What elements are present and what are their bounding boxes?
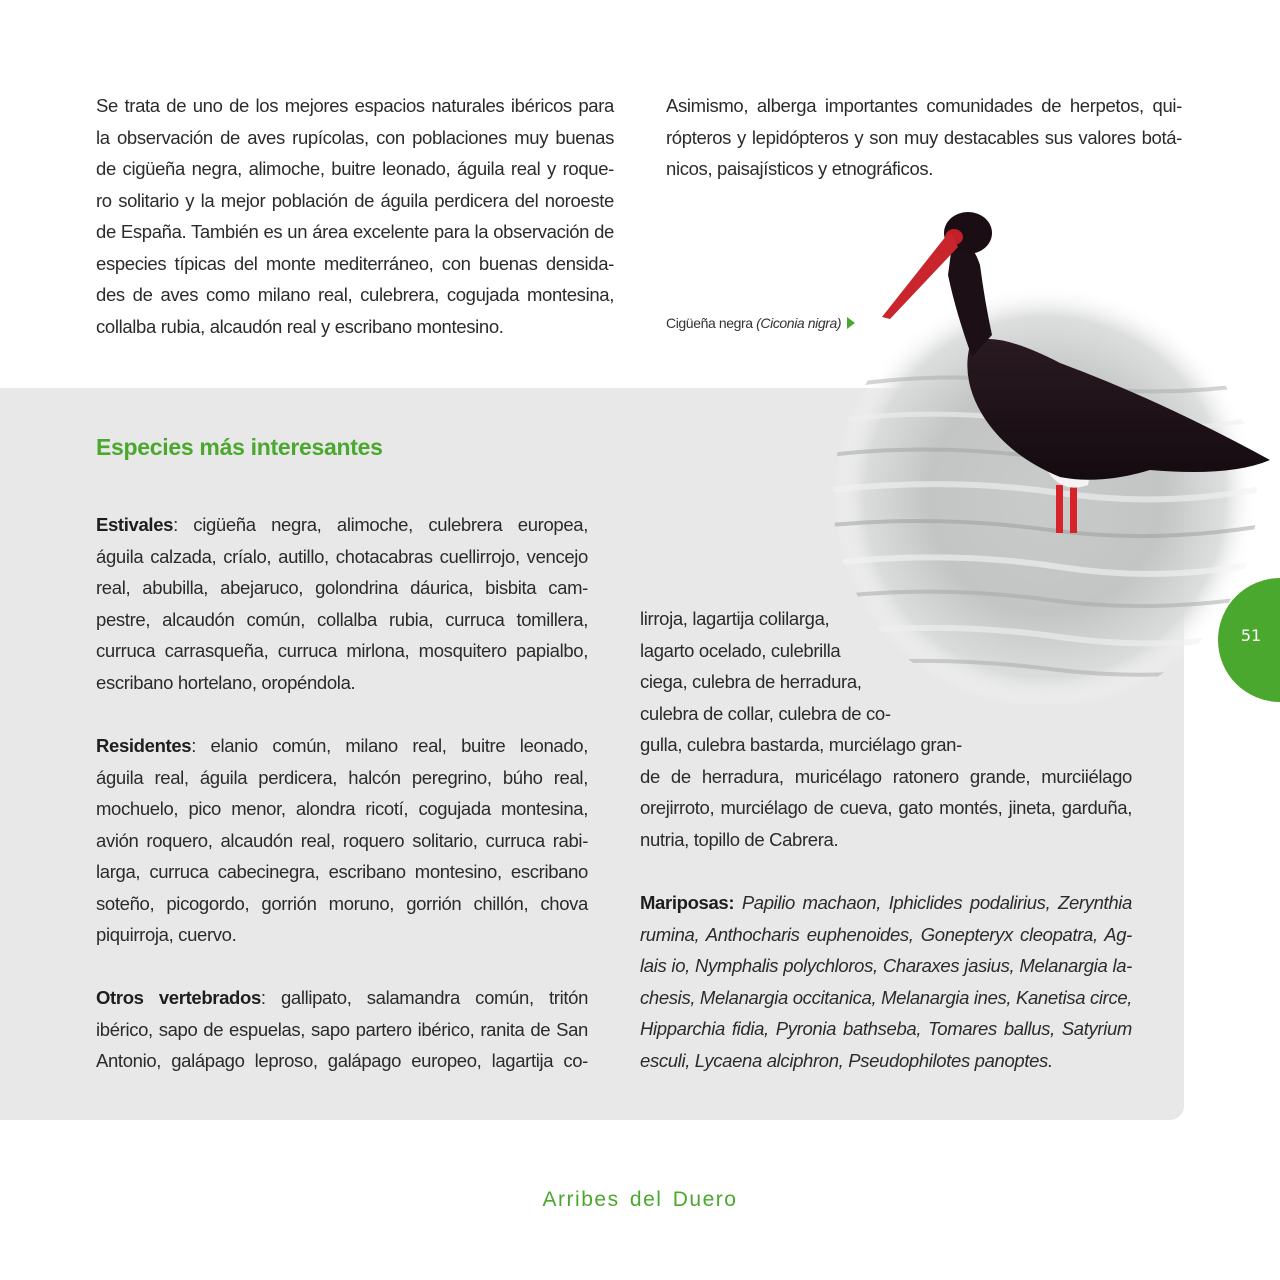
photo-caption xyxy=(666,315,855,331)
text-line: Se trata de uno de los mejores espacios naturales ibéricos para xyxy=(96,95,614,116)
text-line: de España. También es un área excelente para la observación de xyxy=(96,221,614,242)
text-line xyxy=(640,950,1132,982)
text-fragment: rumina, Anthocharis euphenoides, Gonepteryx cleopatra, Ag- xyxy=(640,923,1132,945)
text-fragment: lais io, Nymphalis polychloros, Charaxes jasius, Melanargia la- xyxy=(640,955,1132,976)
otros-vertebrados-paragraph xyxy=(96,982,588,1077)
text-fragment: : cigüeña negra, alimoche, culebrera europea, xyxy=(173,514,588,535)
text-fragment: Hipparchia fidia, Pyronia bathseba, Tomares ballus, Satyrium xyxy=(640,1018,1132,1039)
text-line: avión roquero, alcaudón real, roquero solitario, curruca rabi- xyxy=(96,829,588,851)
mariposas-paragraph xyxy=(640,887,1132,1076)
text-line: rópteros y lepidópteros y son muy destacables sus valores botá- xyxy=(666,126,1182,148)
text-line: lirroja, lagartija colilarga, xyxy=(640,608,830,629)
text-line: soteño, picogordo, gorrión moruno, gorrión chillón, chova xyxy=(96,892,588,914)
text-line: de de herradura, muricélago ratonero grande, murciiélago xyxy=(640,765,1132,787)
text-line: nicos, paisajísticos y etnográficos. xyxy=(666,158,934,179)
text-line: curruca carrasqueña, curruca mirlona, mosquitero papialbo, xyxy=(96,640,588,661)
text-fragment: esculi, Lycaena alciphron, Pseudophilotes panoptes. xyxy=(640,1049,1053,1071)
text-line: gulla, culebra bastarda, murciélago gran- xyxy=(640,734,962,755)
text-line xyxy=(640,982,1132,1014)
text-line xyxy=(96,509,588,541)
text-line: mochuelo, pico menor, alondra ricotí, cogujada montesina, xyxy=(96,798,588,819)
section-title: Especies más interesantes xyxy=(96,434,383,460)
caption-text: Cigüeña negra xyxy=(666,315,757,331)
text-fragment: chesis, Melanargia occitanica, Melanargia ines, Kanetisa circe, xyxy=(640,986,1133,1008)
intro-paragraph-right xyxy=(666,90,1182,185)
text-line: la observación de aves rupícolas, con poblaciones muy buenas xyxy=(96,126,614,148)
text-line: ciega, culebra de herradura, xyxy=(640,671,862,692)
text-line: orejirroto, murciélago de cueva, gato montés, jineta, garduña, xyxy=(640,797,1132,818)
text-line xyxy=(96,982,588,1014)
text-line xyxy=(640,887,1132,919)
text-line: especies típicas del monte mediterráneo, con buenas densida- xyxy=(96,252,614,274)
text-fragment: Papilio machaon, Iphiclides podalirius, Zerynthia xyxy=(734,892,1132,913)
text-line: águila calzada, críalo, autillo, chotacabras cuellirrojo, vencejo xyxy=(96,545,588,567)
text-line: des de aves como milano real, culebrera, cogujada montesina, xyxy=(96,284,614,305)
text-line: de cigüeña negra, alimoche, buitre leonado, águila real y roque- xyxy=(96,158,614,179)
text-line: pestre, alcaudón común, collalba rubia, curruca tomillera, xyxy=(96,608,588,630)
page-number: 51 xyxy=(1240,626,1262,645)
text-line: ibérico, sapo de espuelas, sapo partero ibérico, ranita de San xyxy=(96,1018,588,1040)
text-line: culebra de collar, culebra de co- xyxy=(640,702,891,724)
text-line: águila real, águila perdicera, halcón peregrino, búho real, xyxy=(96,766,588,788)
estivales-paragraph xyxy=(96,509,588,698)
footer-title: Arribes del Duero xyxy=(542,1188,738,1211)
text-line: ro solitario y la mejor población de águila perdicera del noroeste xyxy=(96,189,614,211)
otros-vertebrados-label: Otros vertebrados xyxy=(96,987,261,1008)
text-line: lagarto ocelado, culebrilla xyxy=(640,639,841,661)
text-line: collalba rubia, alcaudón real y escribano montesino. xyxy=(96,315,504,337)
text-line: larga, curruca cabecinegra, escribano montesino, escribano xyxy=(96,861,588,882)
caption-species: (Ciconia nigra) xyxy=(756,315,842,331)
text-line: nutria, topillo de Cabrera. xyxy=(640,828,839,850)
text-line xyxy=(640,919,1132,951)
mariposas-label: Mariposas: xyxy=(640,892,735,913)
text-line xyxy=(640,1013,1132,1045)
text-line: Asimismo, alberga importantes comunidades de herpetos, qui- xyxy=(666,95,1182,116)
black-stork-photo xyxy=(830,185,1280,705)
estivales-label: Estivales xyxy=(96,514,174,535)
triangle-right-icon xyxy=(847,317,855,329)
residentes-label: Residentes xyxy=(96,735,192,756)
text-line: escribano hortelano, oropéndola. xyxy=(96,671,356,693)
text-line xyxy=(640,1045,1132,1077)
text-line xyxy=(96,730,588,762)
text-line: piquirroja, cuervo. xyxy=(96,924,237,945)
text-fragment: : gallipato, salamandra común, tritón xyxy=(260,987,589,1008)
intro-paragraph-left xyxy=(96,90,614,342)
text-fragment: : elanio común, milano real, buitre leonado, xyxy=(191,735,588,756)
text-line: real, abubilla, abejaruco, golondrina dáurica, bisbita cam- xyxy=(96,577,588,598)
text-line: Antonio, galápago leproso, galápago europeo, lagartija co- xyxy=(96,1050,588,1071)
residentes-paragraph xyxy=(96,730,588,951)
